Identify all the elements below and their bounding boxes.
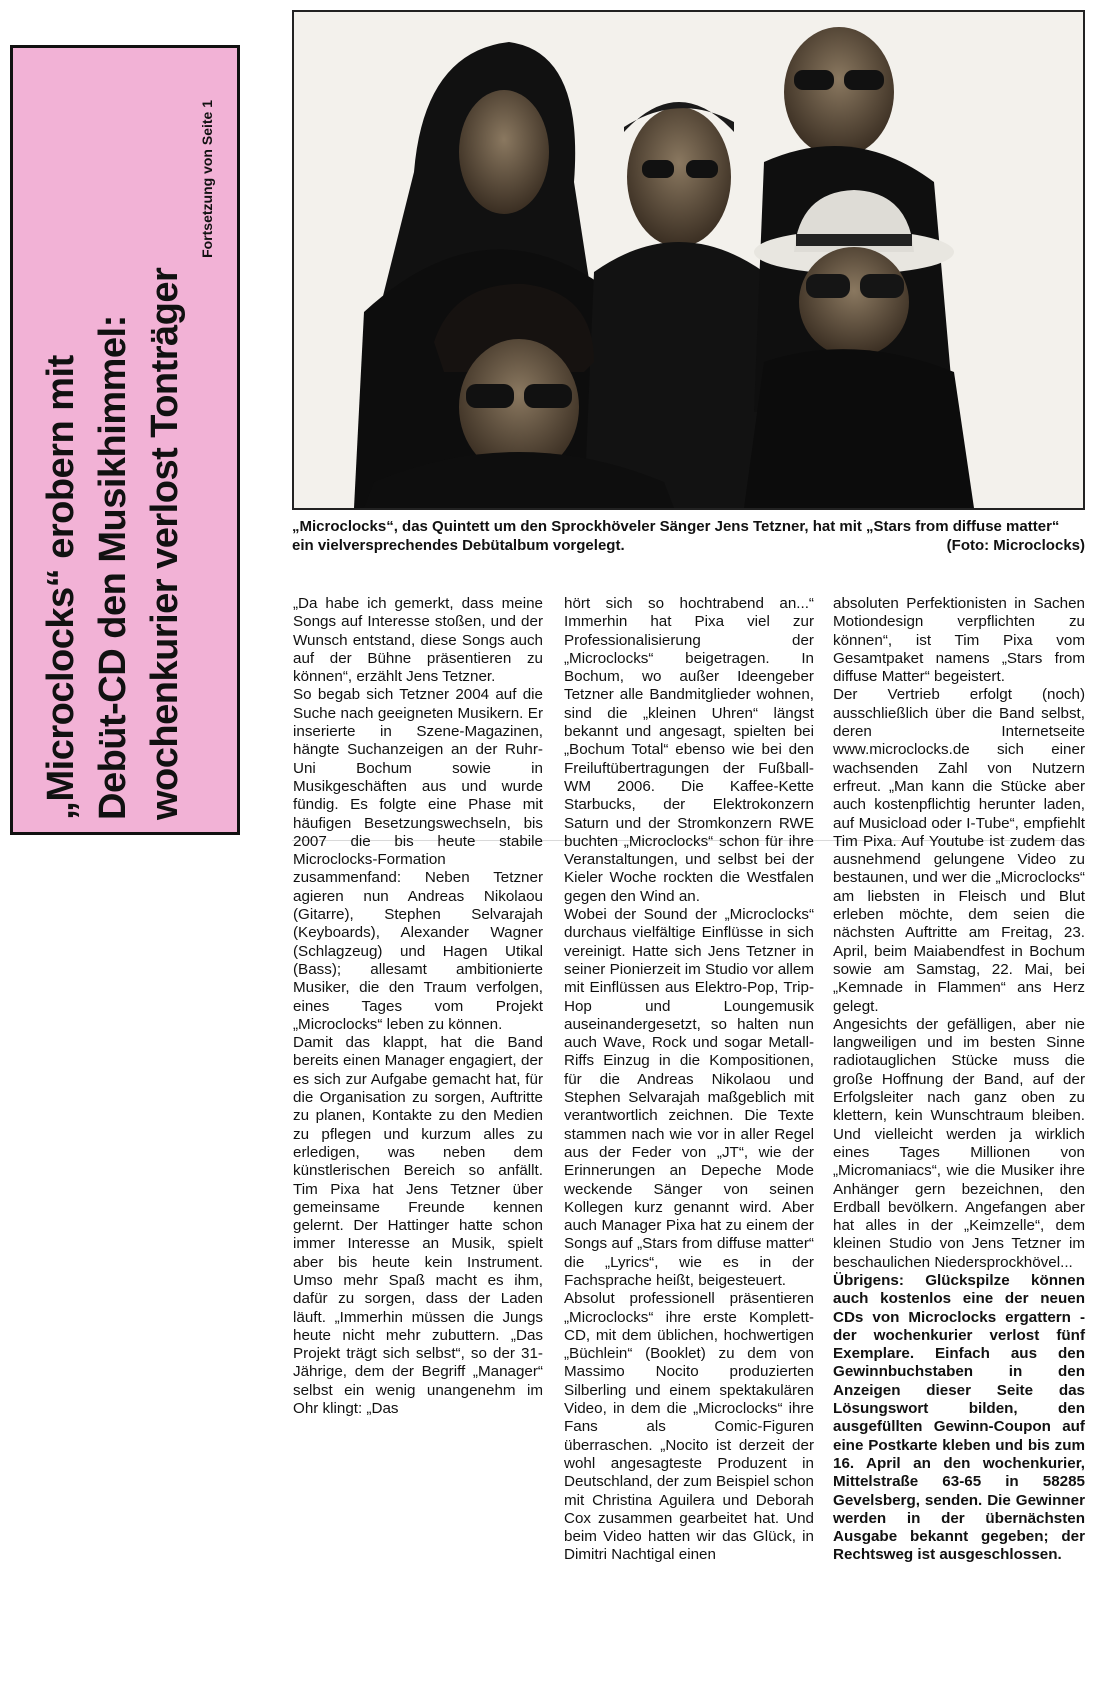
article-column-3 bbox=[833, 595, 1085, 1565]
photo-credit: (Foto: Microclocks) bbox=[946, 537, 1085, 554]
contest-paragraph: Übrigens: Glückspilze können auch kostenlos eine der neuen CDs von Microclocks ergattern - der wochenkurier verlost fünf Exemplare. Einfach aus den Gewinnbuchstaben in den Anzeigen dieser Seite das Lösungswort bilden, den ausgefüllten Gewinn-Coupon auf eine Postkarte kleben und bis zum 16. April an den wochenkurier, Mittelstraße 63-65 in 58285 Gevelsberg, senden. Die Gewinner werden in der übernächsten Ausgabe bekannt gegeben; der Rechtsweg ist ausgeschlossen. bbox=[833, 1271, 1085, 1564]
paragraph: Der Vertrieb erfolgt (noch) ausschließlich über die Band selbst, deren Internetseite www.microclocks.de sich einer wachsenden Zahl von Nutzern erfreut. „Man kann die Stücke aber auch kostenpflichtig herunter laden, auf Musicload oder I-Tube“, empfiehlt Tim Pixa. Auf Youtube ist zudem das ausnehmend gelungene Video zu bestaunen, und wer die „Microclocks“ am liebsten in Fleisch und Blut erleben möchte, dem seien die nächsten Auftritte am Freitag, 23. April, beim Maiabendfest in Bochum sowie am Samstag, 22. Mai, bei „Kemnade in Flammen“ ans Herz gelegt. bbox=[833, 686, 1085, 1015]
paragraph: Damit das klappt, hat die Band bereits einen Manager engagiert, der es sich zur Aufgabe gemacht hat, für die Organisation zu sorgen, Auftritte zu planen, Kontakte zu den Medien zu pflegen und kurzum alles zu erledigen, was neben dem künstlerischen Bereich so anfällt. Tim Pixa hat Jens Tetzner über gemeinsame Freunde kennen gelernt. Der Hattinger hatte schon immer Interesse an Musik, spielt aber bis heute kein Instrument. Umso mehr Spaß macht es ihm, dafür zu sorgen, dass der Laden läuft. „Immerhin müssen die Jungs heute nicht mehr zubuttern. „Das Projekt trägt sich selbst“, so der 31-Jährige, dem der Begriff „Manager“ selbst ein wenig unangenehm im Ohr klingt: „Das bbox=[293, 1034, 543, 1418]
headline-line-2: Debüt-CD den Musikhimmel: bbox=[92, 315, 134, 820]
paragraph: Absolut professionell präsentieren „Microclocks“ ihre erste Komplett-CD, mit dem üblichen, hochwertigen „Büchlein“ (Booklet) zu dem von Massimo Nocito produzierten Silberling und einem spektakulären Video, in dem die „Microclocks“ ihre Fans als Comic-Figuren überraschen. „Nocito ist derzeit der wohl angesagteste Produzent in Deutschland, der zum Beispiel schon mit Christina Aguilera und Deborah Cox zusammen gearbeitet hat. Und beim Video hatten wir das Glück, in Dimitri Nachtigal einen bbox=[564, 1290, 814, 1564]
paragraph: So begab sich Tetzner 2004 auf die Suche nach geeigneten Musikern. Er inserierte in Szene-Magazinen, hängte Suchanzeigen an der Ruhr-Uni Bochum sowie in Musikgeschäften aus und wurde fündig. Es folgte eine Phase mit häufigen Besetzungswechseln, bis 2007 die bis heute stabile Microclocks-Formation zusammenfand: Neben Tetzner agieren nun Andreas Nikolaou (Gitarre), Stephen Selvarajah (Keyboards), Alexander Wagner (Schlagzeug) und Hagen Utikal (Bass); allesamt ambitionierte Musiker, die den Traum verfolgen, eines Tages vom Projekt „Microclocks“ leben zu können. bbox=[293, 686, 543, 1033]
headline-line-3: wochenkurier verlost Tonträger bbox=[144, 267, 186, 820]
headline-rotated bbox=[35, 60, 215, 820]
paragraph: hört sich so hochtrabend an...“ Immerhin hat Pixa viel zur Professionalisierung der „Microclocks“ beigetragen. In Bochum, wo außer Ideengeber Tetzner alle Bandmitglieder wohnen, sind die „kleinen Uhren“ längst bekannt und angesagt, spielten bei „Bochum Total“ ebenso wie bei den Freiluftübertragungen der Fußball-WM 2006. Die Kaffee-Kette Starbucks, der Elektrokonzern Saturn und der Stromkonzern RWE buchten „Microclocks“ schon für ihre Veranstaltungen, und selbst bei der Kieler Woche rockten die Westfalen gegen den Wind an. bbox=[564, 595, 814, 905]
article-column-2 bbox=[564, 595, 814, 1565]
headline-box bbox=[10, 45, 240, 835]
continuation-note: Fortsetzung von Seite 1 bbox=[199, 100, 215, 258]
paragraph: Wobei der Sound der „Microclocks“ durchaus vielfältige Einflüsse in sich vereinigt. Hatte sich Jens Tetzner in seiner Pionierzeit im Studio vor allem mit Einflüssen aus Elektro-Pop, Trip-Hop und Loungemusik auseinandergesetzt, so halten nun auch Wave, Rock und sogar Metall-Riffs Einzug in die Kompositionen, für die Andreas Nikolaou und Stephen Selvarajah maßgeblich mit verantwortlich zeichnen. Die Texte stammen nach wie vor in aller Regel aus der Feder von „JT“, wie der Erinnerungen an Depeche Mode weckende Sänger von seinen Kollegen kurz genannt wird. Aber auch Manager Pixa hat zu einem der Songs auf „Stars from diffuse matter“ die „Lyrics“, wie es in der Fachsprache heißt, beigesteuert. bbox=[564, 906, 814, 1289]
article-column-1 bbox=[293, 595, 543, 1418]
paragraph: absoluten Perfektionisten in Sachen Motiondesign verpflichten zu können“, ist Tim Pixa vom Gesamtpaket namens „Stars from diffuse Matter“ begeistert. bbox=[833, 595, 1085, 686]
paragraph: „Da habe ich gemerkt, dass meine Songs auf Interesse stoßen, und der Wunsch entstand, diese Songs auch auf der Bühne präsentieren zu können“, erzählt Jens Tetzner. bbox=[293, 595, 543, 686]
paragraph: Angesichts der gefälligen, aber nie langweiligen und im besten Sinne radiotauglichen Stücke muss die große Hoffnung der Band, auf der Erfolgsleiter nach ganz oben zu klettern, kein Wunschtraum bleiben. Und vielleicht werden ja wirklich eines Tages Millionen von „Micromaniacs“, wie die Musiker ihre Anhänger gern bezeichnen, den Erdball bevölkern. Angefangen aber hat alles in der „Keimzelle“, dem kleinen Studio von Jens Tetzner im beschaulichen Niedersprockhövel... bbox=[833, 1015, 1085, 1271]
band-photo-icon bbox=[294, 12, 1083, 508]
photo-caption bbox=[292, 517, 1085, 555]
headline-line-1: „Microclocks“ erobern mit bbox=[40, 355, 82, 820]
band-photo bbox=[292, 10, 1085, 510]
scan-fold-line bbox=[292, 840, 1087, 841]
caption-text: „Microclocks“, das Quintett um den Sprockhöveler Sänger Jens Tetzner, hat mit „Stars from diffuse matter“ ein vielversprechendes Debütalbum vorgelegt. bbox=[292, 518, 1060, 554]
